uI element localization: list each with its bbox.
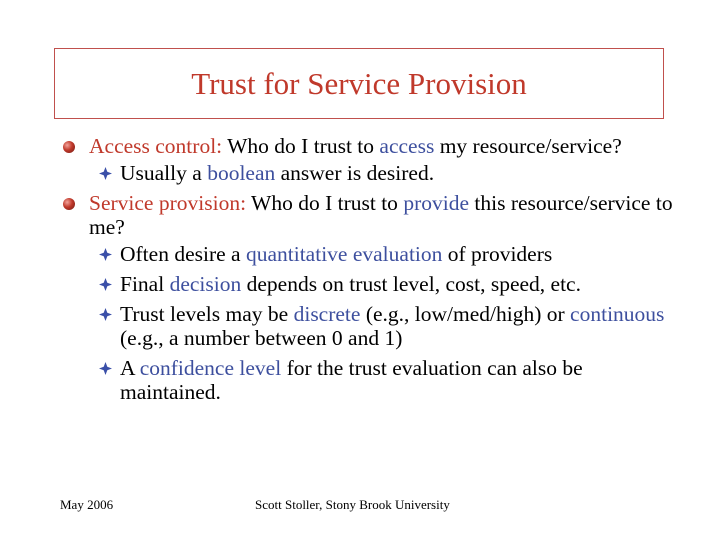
red-ball-bullet-icon [63,141,75,153]
footer-date: May 2006 [60,497,114,512]
blue-diamond-bullet-icon [99,278,112,291]
sub-post: of providers [442,242,553,266]
sub-pre: Trust levels may be [120,302,294,326]
confidence-level-highlight: confidence level [139,356,282,380]
sub-bullet-quantitative [62,242,682,266]
title-box [54,48,664,119]
slide-title: Trust for Service Provision [191,65,527,101]
sub-pre: Often desire a [120,242,246,266]
access-control-term: Access control: [89,134,223,158]
sub-bullet-trust-levels [62,302,682,350]
bullet-access-control [62,134,682,158]
provide-highlight: provide [403,191,469,215]
service-provision-term: Service provision: [89,191,247,215]
boolean-highlight: boolean [207,161,276,185]
decision-highlight: decision [169,272,242,296]
blue-diamond-bullet-icon [99,248,112,261]
sub-post: answer is desired. [275,161,435,185]
blue-diamond-bullet-icon [99,308,112,321]
sub-post: for the trust evaluation can also be maintained. [120,356,583,404]
bullet-service-provision [62,191,682,239]
access-control-text-1: Who do I trust to [222,134,380,158]
sub-mid: (e.g., low/med/high) or [360,302,571,326]
quantitative-evaluation-highlight: quantitative evaluation [245,242,443,266]
service-provision-text-2: this resource/service to me? [89,191,673,239]
continuous-highlight: continuous [570,302,665,326]
footer-author: Scott Stoller, Stony Brook University [255,497,450,512]
sub-post: (e.g., a number between 0 and 1) [120,326,403,350]
access-control-text-2: my resource/service? [434,134,622,158]
service-provision-text-1: Who do I trust to [246,191,404,215]
discrete-highlight: discrete [293,302,361,326]
sub-bullet-decision [62,272,682,296]
sub-post: depends on trust level, cost, speed, etc. [241,272,581,296]
sub-pre: A [120,356,140,380]
blue-diamond-bullet-icon [99,167,112,180]
sub-pre: Usually a [120,161,208,185]
sub-pre: Final [120,272,170,296]
sub-bullet-boolean [62,161,682,185]
sub-bullet-confidence [62,356,682,404]
slide-content [62,134,682,410]
access-highlight: access [379,134,435,158]
red-ball-bullet-icon [63,198,75,210]
blue-diamond-bullet-icon [99,362,112,375]
